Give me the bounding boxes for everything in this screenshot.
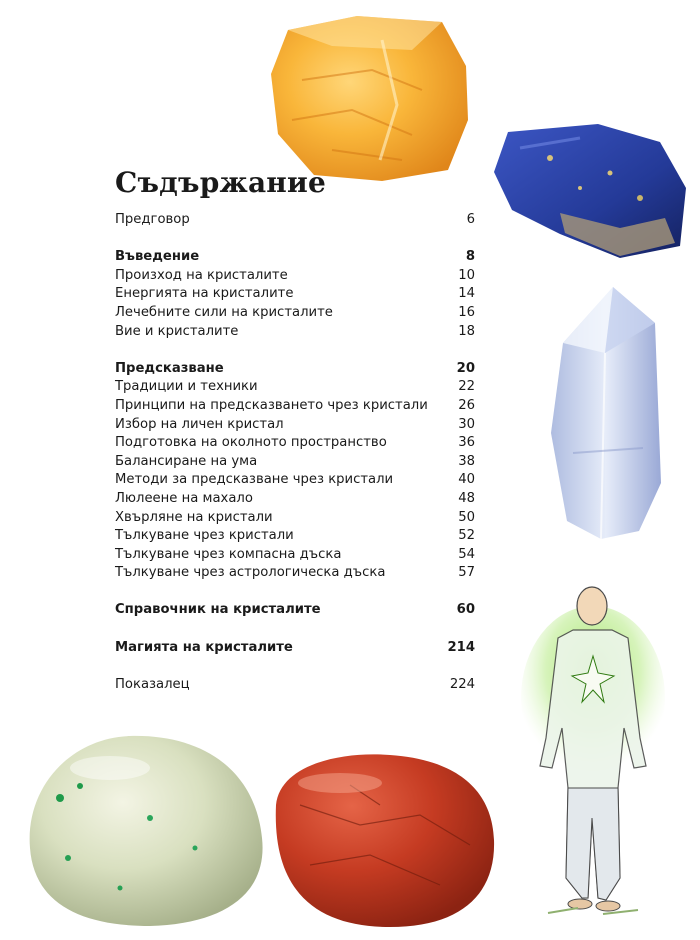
toc-entry <box>115 434 475 453</box>
toc-spacer <box>115 230 475 249</box>
toc-entry <box>115 676 475 695</box>
toc-entry <box>115 453 475 472</box>
toc-entry <box>115 285 475 304</box>
toc-entry-page-number: 30 <box>458 416 475 432</box>
toc-entry-page-number: 40 <box>458 472 475 488</box>
toc-entry-page-number: 26 <box>458 397 475 413</box>
toc-entry <box>115 267 475 286</box>
clear-quartz-point-image <box>543 283 668 543</box>
toc-spacer <box>115 341 475 360</box>
toc-entry-label: Вие и кристалите <box>115 323 239 339</box>
toc-entry-label: Магията на кристалите <box>115 639 293 655</box>
toc-entry-page-number: 18 <box>458 323 475 339</box>
toc-spacer <box>115 583 475 602</box>
toc-entry-label: Подготовка на околното пространство <box>115 435 387 451</box>
toc-entry-page-number: 38 <box>458 453 475 469</box>
toc-entry-label: Тълкуване чрез астрологическа дъска <box>115 565 386 581</box>
toc-entry-label: Люлеене на махало <box>115 490 253 506</box>
toc-entry-label: Енергията на кристалите <box>115 286 294 302</box>
toc-entry-label: Тълкуване чрез кристали <box>115 528 294 544</box>
toc-entry-label: Предсказване <box>115 360 224 376</box>
toc-entry-label: Хвърляне на кристали <box>115 509 273 525</box>
toc-entry <box>115 211 475 230</box>
toc-section-heading <box>115 639 475 658</box>
toc-entry-page-number: 22 <box>458 379 475 395</box>
toc-entry <box>115 546 475 565</box>
toc-entry-page-number: 10 <box>458 267 475 283</box>
lapis-lazuli-crystal-image <box>490 118 695 263</box>
orange-calcite-crystal-image <box>262 10 477 185</box>
toc-entry-label: Методи за предсказване чрез кристали <box>115 472 394 488</box>
toc-entry-page-number: 20 <box>456 360 475 376</box>
toc-entry <box>115 471 475 490</box>
toc-entry <box>115 527 475 546</box>
toc-section-heading <box>115 248 475 267</box>
toc-entry-page-number: 48 <box>458 490 475 506</box>
toc-entry <box>115 509 475 528</box>
toc-entry-page-number: 57 <box>458 565 475 581</box>
meditating-man-illustration <box>518 578 668 923</box>
toc-entry-page-number: 6 <box>466 212 475 227</box>
toc-entry-label: Произход на кристалите <box>115 267 288 283</box>
toc-entry <box>115 378 475 397</box>
toc-entry-label: Балансиране на ума <box>115 453 258 469</box>
toc-entry <box>115 323 475 342</box>
toc-section-heading <box>115 601 475 620</box>
toc-entry-page-number: 14 <box>458 286 475 302</box>
toc-entry-label: Тълкуване чрез компасна дъска <box>115 546 342 562</box>
toc-entry-label: Справочник на кристалите <box>115 602 321 618</box>
toc-entry-page-number: 60 <box>456 602 475 618</box>
toc-entry-label: Избор на личен кристал <box>115 416 284 432</box>
toc-section-heading <box>115 360 475 379</box>
toc-entry-page-number: 214 <box>447 639 475 655</box>
toc-entry <box>115 490 475 509</box>
toc-entry-label: Традиции и техники <box>115 379 258 395</box>
toc-entry-page-number: 36 <box>458 435 475 451</box>
red-jasper-tumbled-stone-image <box>270 745 498 930</box>
toc-entry <box>115 564 475 583</box>
toc-entry-label: Предговор <box>115 212 190 227</box>
toc-entry-label: Въведение <box>115 249 200 265</box>
table-of-contents <box>115 211 475 694</box>
green-aventurine-tumbled-stone-image <box>20 728 270 928</box>
toc-entry-page-number: 224 <box>449 676 475 692</box>
toc-entry <box>115 304 475 323</box>
toc-spacer <box>115 657 475 676</box>
toc-entry <box>115 416 475 435</box>
toc-entry-label: Лечебните сили на кристалите <box>115 304 333 320</box>
toc-entry-label: Показалец <box>115 676 190 692</box>
toc-entry-page-number: 52 <box>458 528 475 544</box>
toc-entry <box>115 397 475 416</box>
toc-spacer <box>115 620 475 639</box>
page-title: Съдържание <box>115 166 326 199</box>
toc-entry-page-number: 54 <box>458 546 475 562</box>
toc-entry-label: Принципи на предсказването чрез кристали <box>115 397 428 413</box>
toc-entry-page-number: 50 <box>458 509 475 525</box>
toc-entry-page-number: 8 <box>465 249 475 265</box>
toc-entry-page-number: 16 <box>458 304 475 320</box>
